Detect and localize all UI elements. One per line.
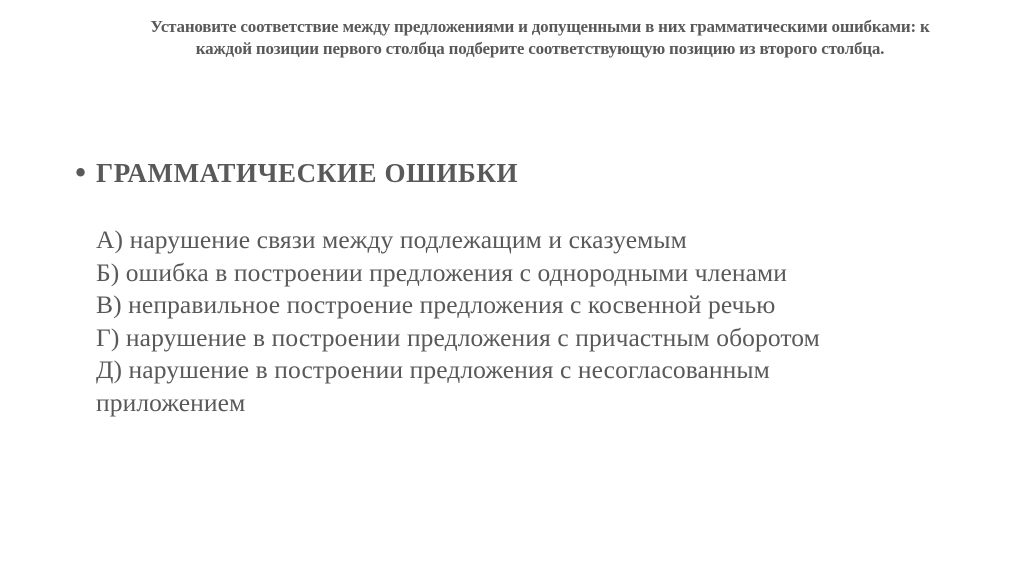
bullet-icon: • bbox=[72, 156, 90, 190]
error-item-v: В) неправильное построение предложения с косвенной речью bbox=[96, 290, 776, 319]
error-list bbox=[96, 224, 966, 419]
error-item-d: Д) нарушение в построении предложения с несогласованным bbox=[96, 355, 770, 384]
section-heading: ГРАММАТИЧЕСКИЕ ОШИБКИ bbox=[96, 158, 519, 188]
bullet-heading-row bbox=[66, 156, 966, 190]
error-item-g: Г) нарушение в построении предложения с причастным оборотом bbox=[96, 322, 820, 352]
error-item-b: Б) ошибка в построении предложения с однородными членами bbox=[96, 257, 788, 287]
error-item-a: А) нарушение связи между подлежащим и сказуемым bbox=[96, 225, 687, 254]
slide-title: Установите соответствие между предложениями и допущенными в них грамматическими ошибками: к каждой позиции первого столбца подберите соответствующую позицию из второго столбца. bbox=[150, 17, 930, 58]
slide-body bbox=[66, 156, 966, 419]
error-item-d-continuation: приложением bbox=[96, 387, 246, 417]
